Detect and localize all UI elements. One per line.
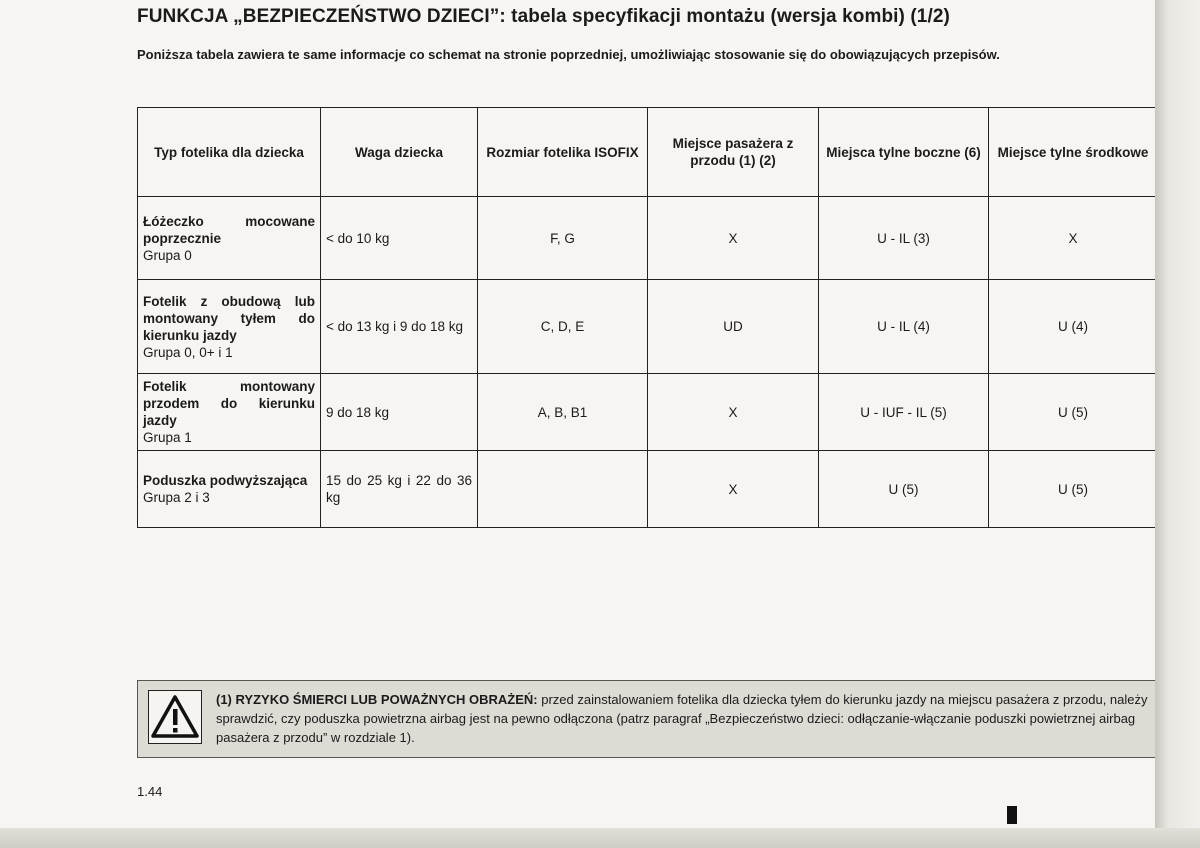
warning-heading: (1) RYZYKO ŚMIERCI LUB POWAŻNYCH OBRAŻEŃ: — [216, 692, 538, 707]
table-row — [138, 451, 1158, 528]
weight-cell: < do 10 kg — [321, 197, 478, 280]
table-row — [138, 197, 1158, 280]
seat-type-cell — [138, 451, 321, 528]
isofix-cell: A, B, B1 — [478, 374, 648, 451]
seat-type-group: Grupa 1 — [143, 430, 192, 445]
warning-body: przed zainstalowaniem fotelika dla dziecka tyłem do kierunku jazdy na miejscu pasażera z przodu, należy sprawdzić, czy poduszka powietrzna airbag jest na pewno odłączona (patrz paragraf „Bezpieczeństwo dzieci: odłączanie-włączanie poduszki powietrznej airbag pasażera z przodu” w rozdziale 1). — [216, 692, 1148, 745]
rear-side-cell: U - IL (3) — [819, 197, 989, 280]
seat-type-cell — [138, 197, 321, 280]
rear-side-cell: U - IUF - IL (5) — [819, 374, 989, 451]
front-cell: X — [648, 374, 819, 451]
header-isofix-size: Rozmiar fotelika ISOFIX — [478, 108, 648, 197]
print-mark — [1007, 806, 1017, 824]
intro-paragraph: Poniższa tabela zawiera te same informacje co schemat na stronie poprzedniej, umożliwiając stosowanie się do obowiązujących przepisów. — [137, 47, 1000, 62]
table-row — [138, 280, 1158, 374]
front-cell: X — [648, 197, 819, 280]
page-title: FUNKCJA „BEZPIECZEŃSTWO DZIECI”: tabela specyfikacji montażu (wersja kombi) (1/2) — [137, 6, 950, 27]
weight-cell: < do 13 kg i 9 do 18 kg — [321, 280, 478, 374]
rear-side-cell: U (5) — [819, 451, 989, 528]
isofix-cell: C, D, E — [478, 280, 648, 374]
page-number: 1.44 — [137, 784, 163, 799]
page-edge — [1155, 0, 1200, 848]
weight-cell: 9 do 18 kg — [321, 374, 478, 451]
installation-spec-table — [137, 107, 1158, 528]
header-front-passenger: Miejsce pasażera z przodu (1) (2) — [648, 108, 819, 197]
page-bottom-edge — [0, 828, 1200, 848]
isofix-cell: F, G — [478, 197, 648, 280]
seat-type-group: Grupa 0 — [143, 247, 192, 263]
seat-type-name: Łóżeczko mocowane poprzecznie — [143, 213, 315, 246]
seat-type-group: Grupa 2 i 3 — [143, 490, 210, 505]
front-cell: UD — [648, 280, 819, 374]
header-rear-side: Miejsca tylne boczne (6) — [819, 108, 989, 197]
rear-center-cell: U (5) — [989, 451, 1158, 528]
seat-type-group: Grupa 0, 0+ i 1 — [143, 344, 233, 360]
rear-center-cell: X — [989, 197, 1158, 280]
header-child-weight: Waga dziecka — [321, 108, 478, 197]
warning-triangle-icon — [148, 690, 202, 744]
rear-center-cell: U (5) — [989, 374, 1158, 451]
rear-side-cell: U - IL (4) — [819, 280, 989, 374]
rear-center-cell: U (4) — [989, 280, 1158, 374]
header-seat-type: Typ fotelika dla dziecka — [138, 108, 321, 197]
table-header-row — [138, 108, 1158, 197]
warning-text — [216, 690, 1151, 747]
weight-cell: 15 do 25 kg i 22 do 36 kg — [321, 451, 478, 528]
seat-type-name: Fotelik montowany przodem do kierunku jazdy — [143, 379, 315, 428]
seat-type-name: Poduszka podwyższająca — [143, 473, 308, 488]
header-rear-center: Miejsce tylne środkowe — [989, 108, 1158, 197]
seat-type-name: Fotelik z obudową lub montowany tyłem do kierunku jazdy — [143, 293, 315, 343]
isofix-cell — [478, 451, 648, 528]
warning-box — [137, 680, 1157, 758]
seat-type-cell — [138, 280, 321, 374]
seat-type-cell — [138, 374, 321, 451]
front-cell: X — [648, 451, 819, 528]
table-row — [138, 374, 1158, 451]
